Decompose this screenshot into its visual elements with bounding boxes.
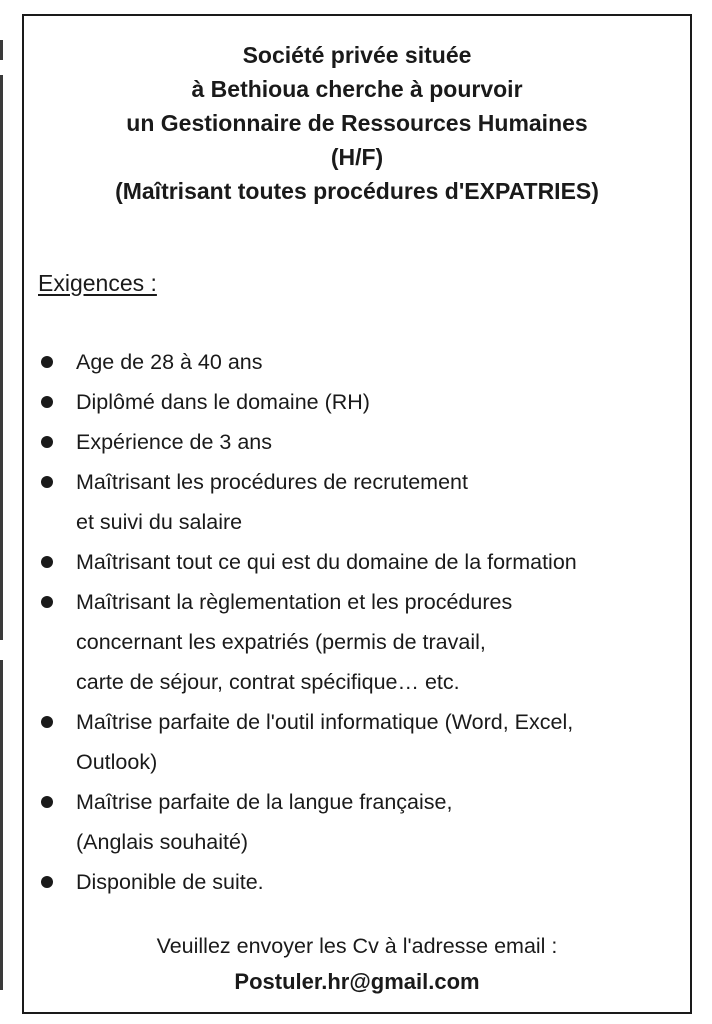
- bullet-icon: [41, 596, 53, 608]
- requirement-text: Maîtrisant les procédures de recrutement: [76, 470, 468, 494]
- header-line-4: (H/F): [330, 144, 384, 170]
- requirement-text: Maîtrisant la règlementation et les procédures: [76, 590, 513, 614]
- requirement-text: Maîtrise parfaite de la langue française,: [76, 790, 453, 814]
- requirement-item: [38, 862, 577, 902]
- header-line-3: un Gestionnaire de Ressources Humaines: [126, 110, 588, 136]
- bullet-icon: [41, 436, 53, 448]
- requirement-item: [38, 462, 577, 542]
- job-ad-frame: [22, 14, 692, 1014]
- bullet-icon: [41, 796, 53, 808]
- bullet-icon: [41, 356, 53, 368]
- requirement-text: Age de 28 à 40 ans: [76, 350, 263, 374]
- bullet-icon: [41, 396, 53, 408]
- requirement-text: Maîtrisant tout ce qui est du domaine de la formation: [76, 550, 577, 574]
- requirement-item: [38, 342, 577, 382]
- requirement-text: Expérience de 3 ans: [76, 430, 273, 454]
- requirement-text-continued: Outlook): [76, 750, 158, 774]
- requirement-text-continued: (Anglais souhaité): [76, 830, 249, 854]
- requirement-text-continued: concernant les expatriés (permis de travail,: [76, 630, 486, 654]
- left-edge-mark-middle: [0, 75, 3, 640]
- requirement-text: Disponible de suite.: [76, 870, 264, 894]
- bullet-icon: [41, 716, 53, 728]
- header-line-5: (Maîtrisant toutes procédures d'EXPATRIES): [115, 178, 599, 204]
- requirement-item: [38, 702, 577, 782]
- requirement-text: Maîtrise parfaite de l'outil informatique (Word, Excel,: [76, 710, 574, 734]
- contact-email: Postuler.hr@gmail.com: [234, 969, 480, 994]
- left-edge-mark-top: [0, 40, 3, 60]
- requirement-item: [38, 422, 577, 462]
- bullet-icon: [41, 556, 53, 568]
- requirement-item: [38, 782, 577, 862]
- requirements-title: Exigences :: [38, 270, 157, 296]
- requirement-item: [38, 582, 577, 702]
- header-line-1: Société privée située: [242, 42, 472, 68]
- application-instruction: Veuillez envoyer les Cv à l'adresse email :: [156, 934, 558, 958]
- left-edge-mark-bottom: [0, 660, 3, 990]
- requirement-item: [38, 542, 577, 582]
- requirement-text-continued: carte de séjour, contrat spécifique… etc.: [76, 670, 460, 694]
- requirement-text-continued: et suivi du salaire: [76, 510, 243, 534]
- requirement-item: [38, 382, 577, 422]
- bullet-icon: [41, 876, 53, 888]
- application-footer: [24, 928, 690, 1000]
- header-line-2: à Bethioua cherche à pourvoir: [191, 76, 523, 102]
- job-ad-header: [24, 38, 690, 208]
- bullet-icon: [41, 476, 53, 488]
- requirements-list: [38, 342, 577, 902]
- requirement-text: Diplômé dans le domaine (RH): [76, 390, 370, 414]
